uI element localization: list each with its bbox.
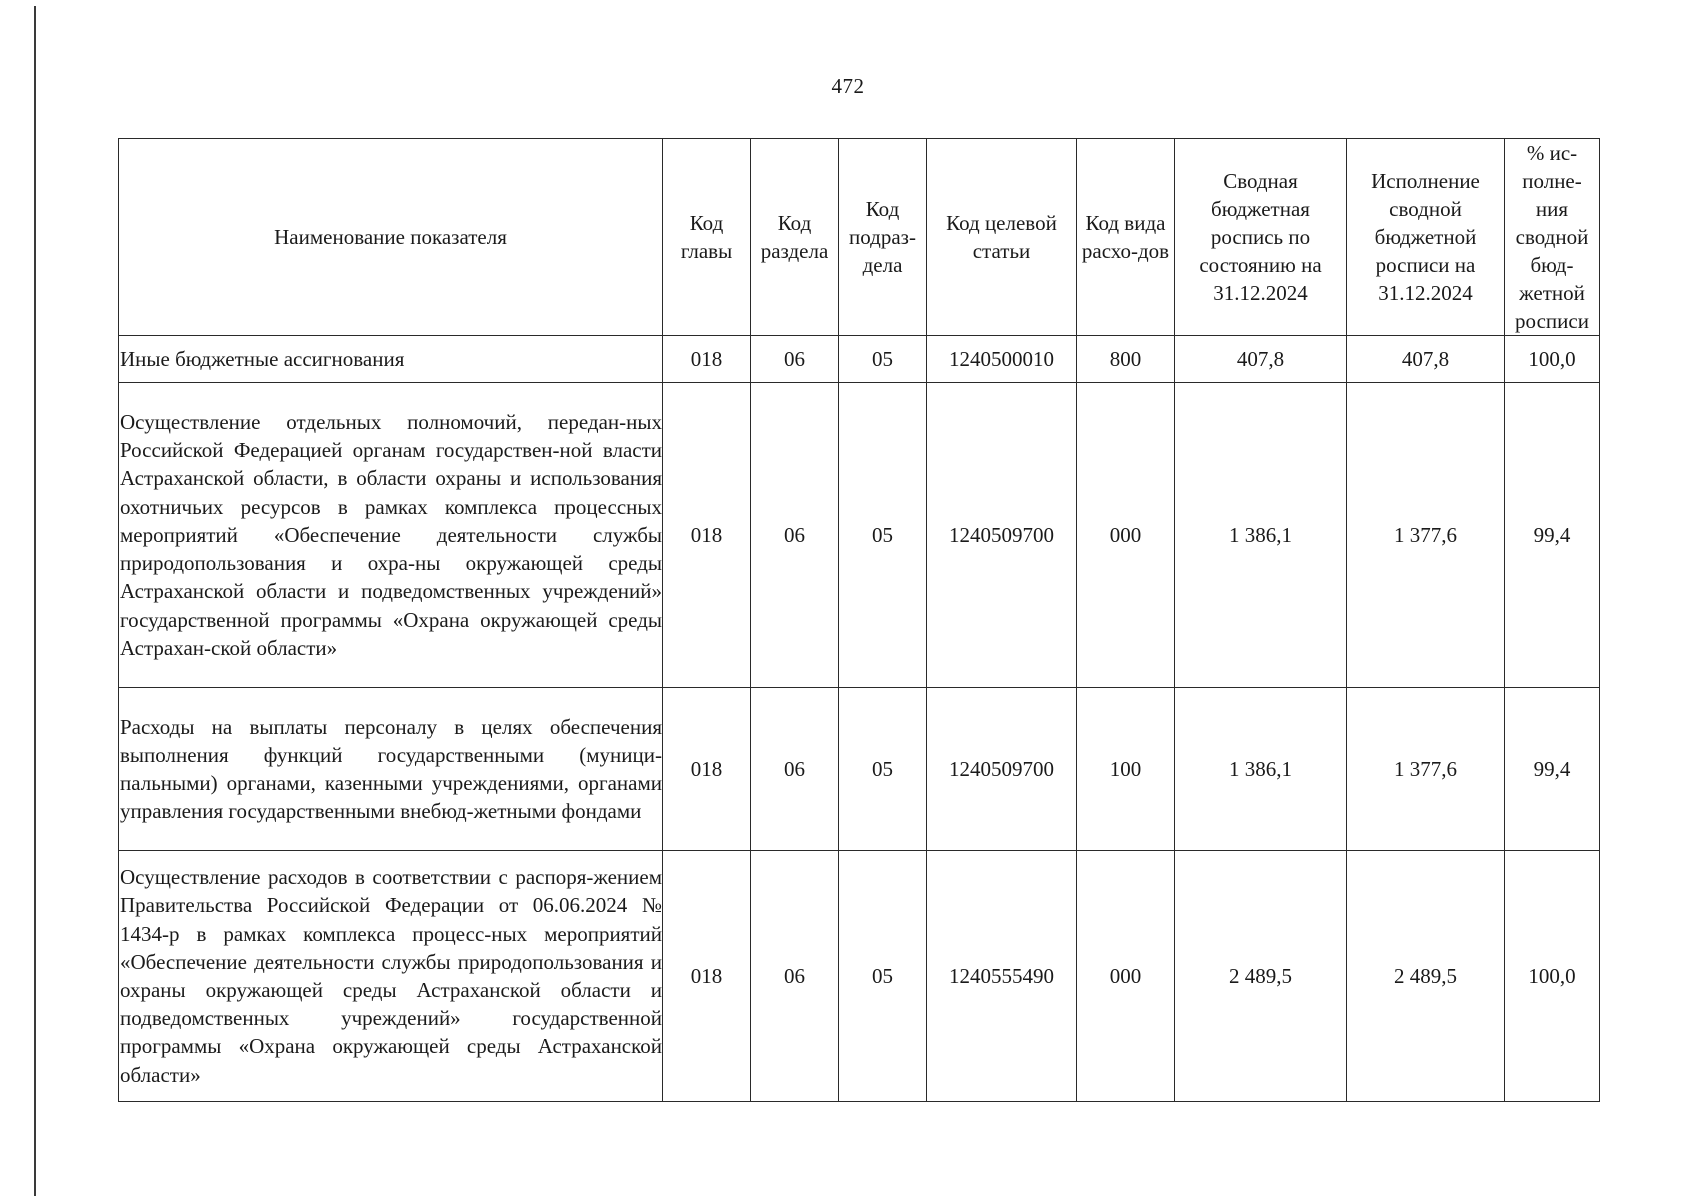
cell-target-code: 1240509700 bbox=[927, 688, 1077, 851]
cell-executed-budget: 1 377,6 bbox=[1347, 383, 1505, 688]
cell-chapter-code: 018 bbox=[663, 383, 751, 688]
cell-executed-budget: 1 377,6 bbox=[1347, 688, 1505, 851]
cell-subsection-code: 05 bbox=[839, 383, 927, 688]
cell-chapter-code: 018 bbox=[663, 851, 751, 1102]
cell-executed-budget: 2 489,5 bbox=[1347, 851, 1505, 1102]
cell-section-code: 06 bbox=[751, 336, 839, 383]
header-executed-budget: Исполнение сводной бюджетной росписи на 31.12.2024 bbox=[1347, 139, 1505, 336]
cell-subsection-code: 05 bbox=[839, 851, 927, 1102]
cell-executed-budget: 407,8 bbox=[1347, 336, 1505, 383]
budget-execution-table bbox=[118, 138, 1600, 1102]
table-row bbox=[119, 336, 1600, 383]
cell-planned-budget: 1 386,1 bbox=[1175, 383, 1347, 688]
cell-execution-percent: 99,4 bbox=[1505, 688, 1600, 851]
header-subsection-code: Код подраз-дела bbox=[839, 139, 927, 336]
table-row bbox=[119, 688, 1600, 851]
page-number: 472 bbox=[831, 74, 865, 98]
cell-section-code: 06 bbox=[751, 851, 839, 1102]
cell-indicator-name: Расходы на выплаты персоналу в целях обеспечения выполнения функций государственными (муници-пальными) органами, казенными учреждениями, органами управления государственными внебюд-жетными фондами bbox=[119, 688, 663, 851]
cell-execution-percent: 99,4 bbox=[1505, 383, 1600, 688]
cell-indicator-name: Осуществление расходов в соответствии с распоря-жением Правительства Российской Федерации от 06.06.2024 № 1434-р в рамках комплекса процесс-ных мероприятий «Обеспечение деятельности службы природопользования и охраны окружающей среды Астраханской области и подведомственных учреждений» государственной программы «Охрана окружающей среды Астраханской области» bbox=[119, 851, 663, 1102]
cell-expense-type-code: 000 bbox=[1077, 383, 1175, 688]
header-expense-type-code: Код вида расхо-дов bbox=[1077, 139, 1175, 336]
header-planned-budget: Сводная бюджетная роспись по состоянию на 31.12.2024 bbox=[1175, 139, 1347, 336]
cell-expense-type-code: 000 bbox=[1077, 851, 1175, 1102]
cell-chapter-code: 018 bbox=[663, 688, 751, 851]
cell-planned-budget: 407,8 bbox=[1175, 336, 1347, 383]
cell-indicator-name: Иные бюджетные ассигнования bbox=[119, 336, 663, 383]
header-chapter-code: Код главы bbox=[663, 139, 751, 336]
header-execution-percent: % ис-полне-ния сводной бюд-жетной росписи bbox=[1505, 139, 1600, 336]
cell-section-code: 06 bbox=[751, 383, 839, 688]
cell-planned-budget: 2 489,5 bbox=[1175, 851, 1347, 1102]
cell-execution-percent: 100,0 bbox=[1505, 336, 1600, 383]
cell-expense-type-code: 800 bbox=[1077, 336, 1175, 383]
cell-expense-type-code: 100 bbox=[1077, 688, 1175, 851]
table-row bbox=[119, 851, 1600, 1102]
cell-indicator-name: Осуществление отдельных полномочий, передан-ных Российской Федерацией органам государствен-ной власти Астраханской области, в области охраны и использования охотничьих ресурсов в рамках комплекса процессных мероприятий «Обеспечение деятельности службы природопользования и охра-ны окружающей среды Астраханской области и подведомственных учреждений» государственной программы «Охрана окружающей среды Астрахан-ской области» bbox=[119, 383, 663, 688]
cell-planned-budget: 1 386,1 bbox=[1175, 688, 1347, 851]
table-header-row bbox=[119, 139, 1600, 336]
scan-left-edge bbox=[34, 6, 36, 1196]
cell-target-code: 1240509700 bbox=[927, 383, 1077, 688]
table-row bbox=[119, 383, 1600, 688]
header-target-code: Код целевой статьи bbox=[927, 139, 1077, 336]
header-section-code: Код раздела bbox=[751, 139, 839, 336]
cell-subsection-code: 05 bbox=[839, 688, 927, 851]
cell-subsection-code: 05 bbox=[839, 336, 927, 383]
cell-execution-percent: 100,0 bbox=[1505, 851, 1600, 1102]
header-indicator-name: Наименование показателя bbox=[119, 139, 663, 336]
cell-section-code: 06 bbox=[751, 688, 839, 851]
cell-target-code: 1240500010 bbox=[927, 336, 1077, 383]
cell-chapter-code: 018 bbox=[663, 336, 751, 383]
cell-target-code: 1240555490 bbox=[927, 851, 1077, 1102]
